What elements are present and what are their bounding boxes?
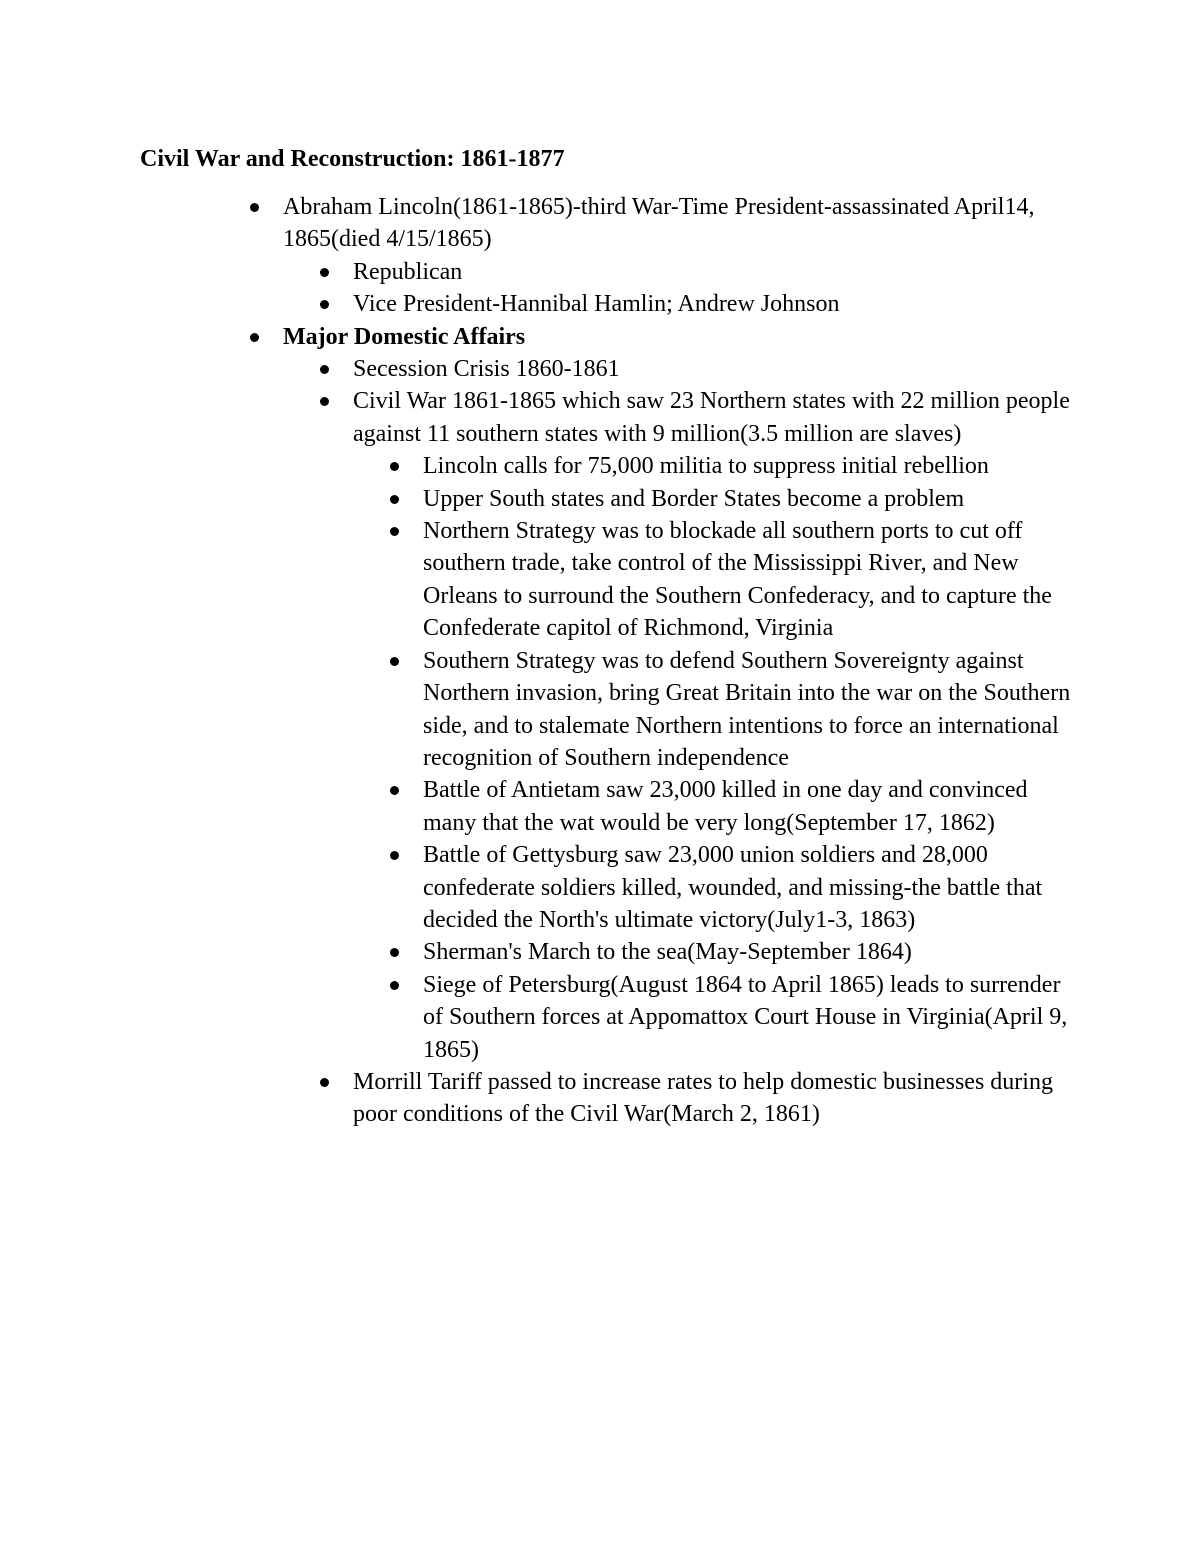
list-item-text: Upper South states and Border States become a problem (423, 485, 965, 512)
list-item (423, 969, 1073, 1066)
list-item-text: Battle of Antietam saw 23,000 killed in one day and convinced many that the wat would be very long(September 17, 1862) (423, 777, 1028, 836)
bullet-icon (246, 191, 266, 223)
list-item-domestic-affairs (283, 321, 1073, 1131)
list-item (353, 288, 1073, 320)
list-item (353, 256, 1073, 288)
list-item-text: Sherman's March to the sea(May-September 1864) (423, 939, 912, 966)
bullet-icon (246, 321, 266, 353)
list-item-lincoln (283, 191, 1073, 321)
bullet-icon (316, 288, 336, 320)
bullet-icon (316, 256, 336, 288)
bullet-icon (386, 645, 406, 677)
list-item-text: Lincoln calls for 75,000 militia to suppress initial rebellion (423, 453, 989, 480)
bullet-icon (386, 483, 406, 515)
list-item-text: Vice President-Hannibal Hamlin; Andrew Johnson (353, 291, 840, 318)
list-item-text: Morrill Tariff passed to increase rates to help domestic businesses during poor conditions of the Civil War(March 2, 1861) (353, 1068, 1053, 1128)
bullet-icon (386, 936, 406, 968)
list-item-text: Secession Crisis 1860-1861 (353, 356, 620, 383)
sub-list-domestic-affairs (353, 353, 1073, 1131)
list-item (423, 839, 1073, 936)
list-item-text: Siege of Petersburg(August 1864 to April 1865) leads to surrender of Southern forces at Appomattox Court House in Virginia(April 9, 1865) (423, 971, 1068, 1063)
bullet-icon (316, 385, 336, 417)
bullet-icon (386, 774, 406, 806)
bullet-icon (386, 969, 406, 1001)
list-item-text: Southern Strategy was to defend Southern Sovereignty against Northern invasion, bring Great Britain into the war on the Southern side, and to stalemate Northern intentions to force an international recognition of Southern independence (423, 647, 1071, 771)
list-item (423, 645, 1073, 775)
list-item (423, 483, 1073, 515)
bullet-icon (386, 515, 406, 547)
list-item (423, 774, 1073, 839)
list-item (353, 353, 1073, 385)
bullet-icon (386, 450, 406, 482)
sub-list-lincoln (353, 256, 1073, 321)
main-outline (283, 191, 1073, 1131)
list-item-text: Battle of Gettysburg saw 23,000 union soldiers and 28,000 confederate soldiers killed, wounded, and missing-the battle that decided the North's ultimate victory(July1-3, 1863) (423, 842, 1043, 933)
list-item (423, 515, 1073, 645)
list-item (353, 1066, 1073, 1131)
list-item-text: Abraham Lincoln(1861-1865)-third War-Time President-assassinated April14, 1865(died 4/15/1865) (283, 194, 1035, 253)
list-item (423, 936, 1073, 968)
bullet-icon (386, 839, 406, 871)
section-heading: Major Domestic Affairs (283, 323, 526, 350)
sub-list-civil-war (423, 450, 1073, 1066)
list-item-text: Civil War 1861-1865 which saw 23 Northern states with 22 million people against 11 southern states with 9 million(3.5 million are slaves) (353, 388, 1070, 447)
bullet-icon (316, 353, 336, 385)
list-item-civil-war (353, 385, 1073, 1066)
list-item (423, 450, 1073, 482)
list-item-text: Republican (353, 258, 463, 285)
bullet-icon (316, 1066, 336, 1098)
document-title: Civil War and Reconstruction: 1861-1877 (140, 146, 565, 172)
list-item-text: Northern Strategy was to blockade all southern ports to cut off southern trade, take control of the Mississippi River, and New Orleans to surround the Southern Confederacy, and to capture the Confederate capitol of Richmond, Virginia (423, 518, 1052, 642)
